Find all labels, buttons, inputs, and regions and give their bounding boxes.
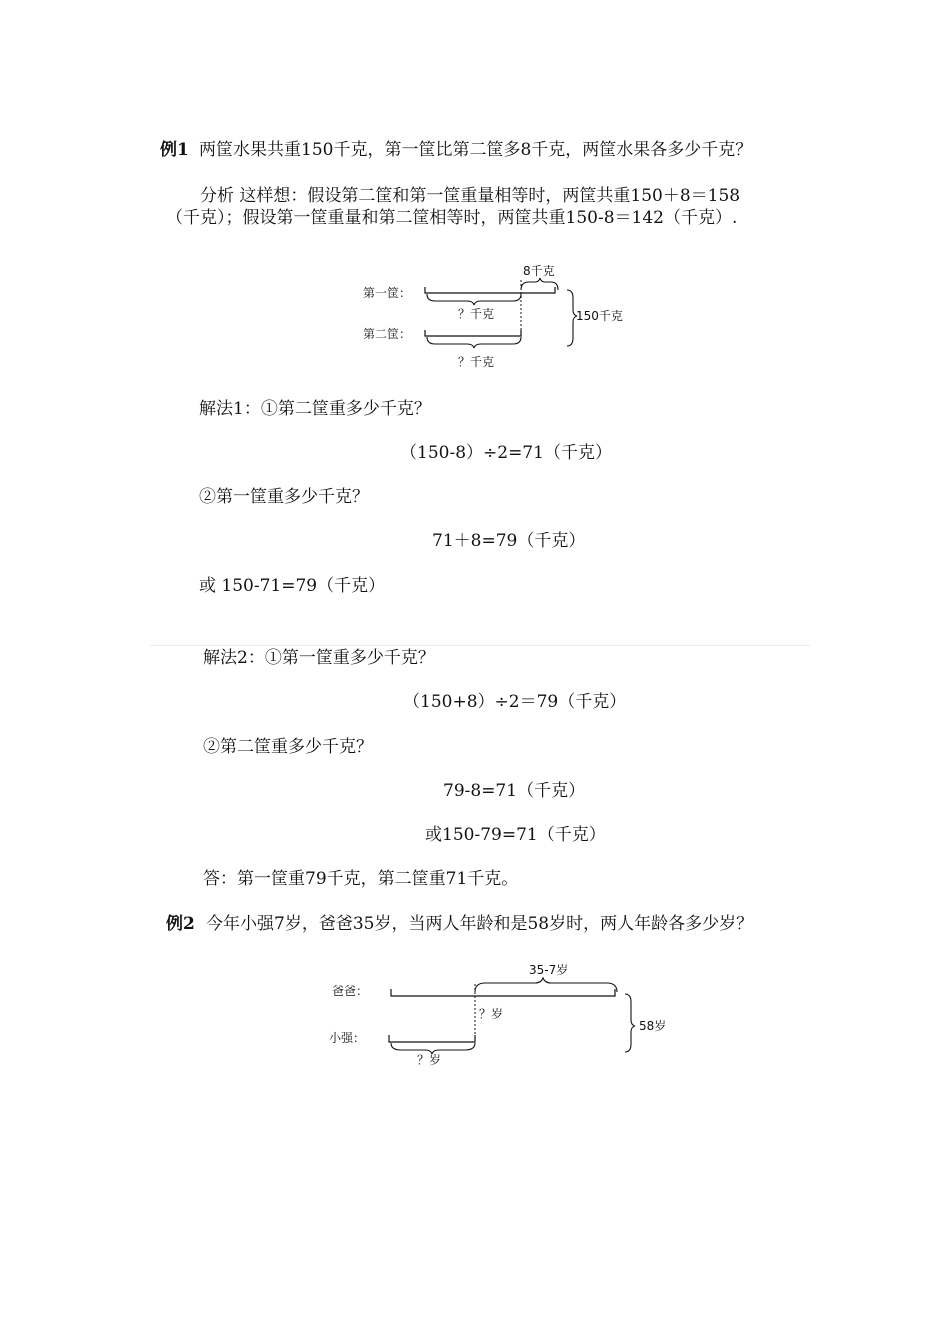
diagram2-dad-bar <box>391 989 615 996</box>
example2-question: 今年小强7岁，爸爸35岁，当两人年龄和是58岁时，两人年龄各多少岁？ <box>206 914 754 934</box>
diagram1-second-brace <box>427 337 521 348</box>
diagram2-unknown-dad: ？岁 <box>479 1007 504 1021</box>
method2-step2: ②第二筐重多少千克？ <box>203 737 373 757</box>
diagram1-extra-label: 8千克 <box>523 264 555 278</box>
example1-analysis-line1: 分析 这样想：假设第二筐和第一筐重量相等时，两筐共重150＋8＝158 <box>200 186 741 206</box>
diagram2-difference-brace <box>475 978 617 992</box>
method2-calc2: 79-8=71（千克） <box>443 781 586 801</box>
example2-line-diagram <box>325 958 685 1073</box>
method1-calc1: （150-8）÷2=71（千克） <box>400 443 612 463</box>
diagram1-first-brace <box>427 294 521 305</box>
example2-label: 例2 <box>166 914 195 934</box>
example1-label: 例1 <box>160 140 189 160</box>
example1-question: 两筐水果共重150千克，第一筐比第二筐多8千克，两筐水果各多少千克？ <box>199 140 753 160</box>
method1-title: 解法1：①第二筐重多少千克？ <box>199 399 431 419</box>
diagram1-label-first: 第一筐： <box>363 286 412 300</box>
diagram1-unknown-first: ？千克 <box>458 307 495 321</box>
diagram2-difference-label: 35-7岁 <box>529 963 569 977</box>
diagram1-extra-brace <box>521 278 558 290</box>
diagram2-label-dad: 爸爸： <box>332 984 369 998</box>
diagram1-second-bar <box>425 330 521 336</box>
method1-alt: 或 150-71=79（千克） <box>199 576 386 596</box>
diagram2-unknown-son: ？岁 <box>417 1053 442 1067</box>
diagram1-total-label: 150千克 <box>576 309 623 323</box>
method2-calc1: （150+8）÷2＝79（千克） <box>403 692 627 712</box>
diagram2-total-label: 58岁 <box>639 1019 667 1033</box>
example1-line-diagram <box>355 258 645 373</box>
example1-answer: 答：第一筐重79千克，第二筐重71千克。 <box>203 869 519 889</box>
diagram2-total-brace <box>625 994 635 1052</box>
method2-title: 解法2：①第一筐重多少千克？ <box>203 648 435 668</box>
diagram1-label-second: 第二筐： <box>363 327 412 341</box>
method2-alt: 或150-79=71（千克） <box>425 825 606 845</box>
diagram1-first-bar <box>425 287 555 293</box>
method1-step2: ②第一筐重多少千克？ <box>199 487 369 507</box>
diagram2-label-son: 小强： <box>329 1031 366 1045</box>
diagram2-son-bar <box>389 1035 475 1042</box>
section-divider <box>150 645 810 646</box>
diagram1-unknown-second: ？千克 <box>458 355 495 369</box>
method1-calc2: 71＋8=79（千克） <box>432 531 586 551</box>
example1-analysis-line2: （千克）；假设第一筐重量和第二筐相等时，两筐共重150-8＝142（千克）. <box>166 208 738 228</box>
